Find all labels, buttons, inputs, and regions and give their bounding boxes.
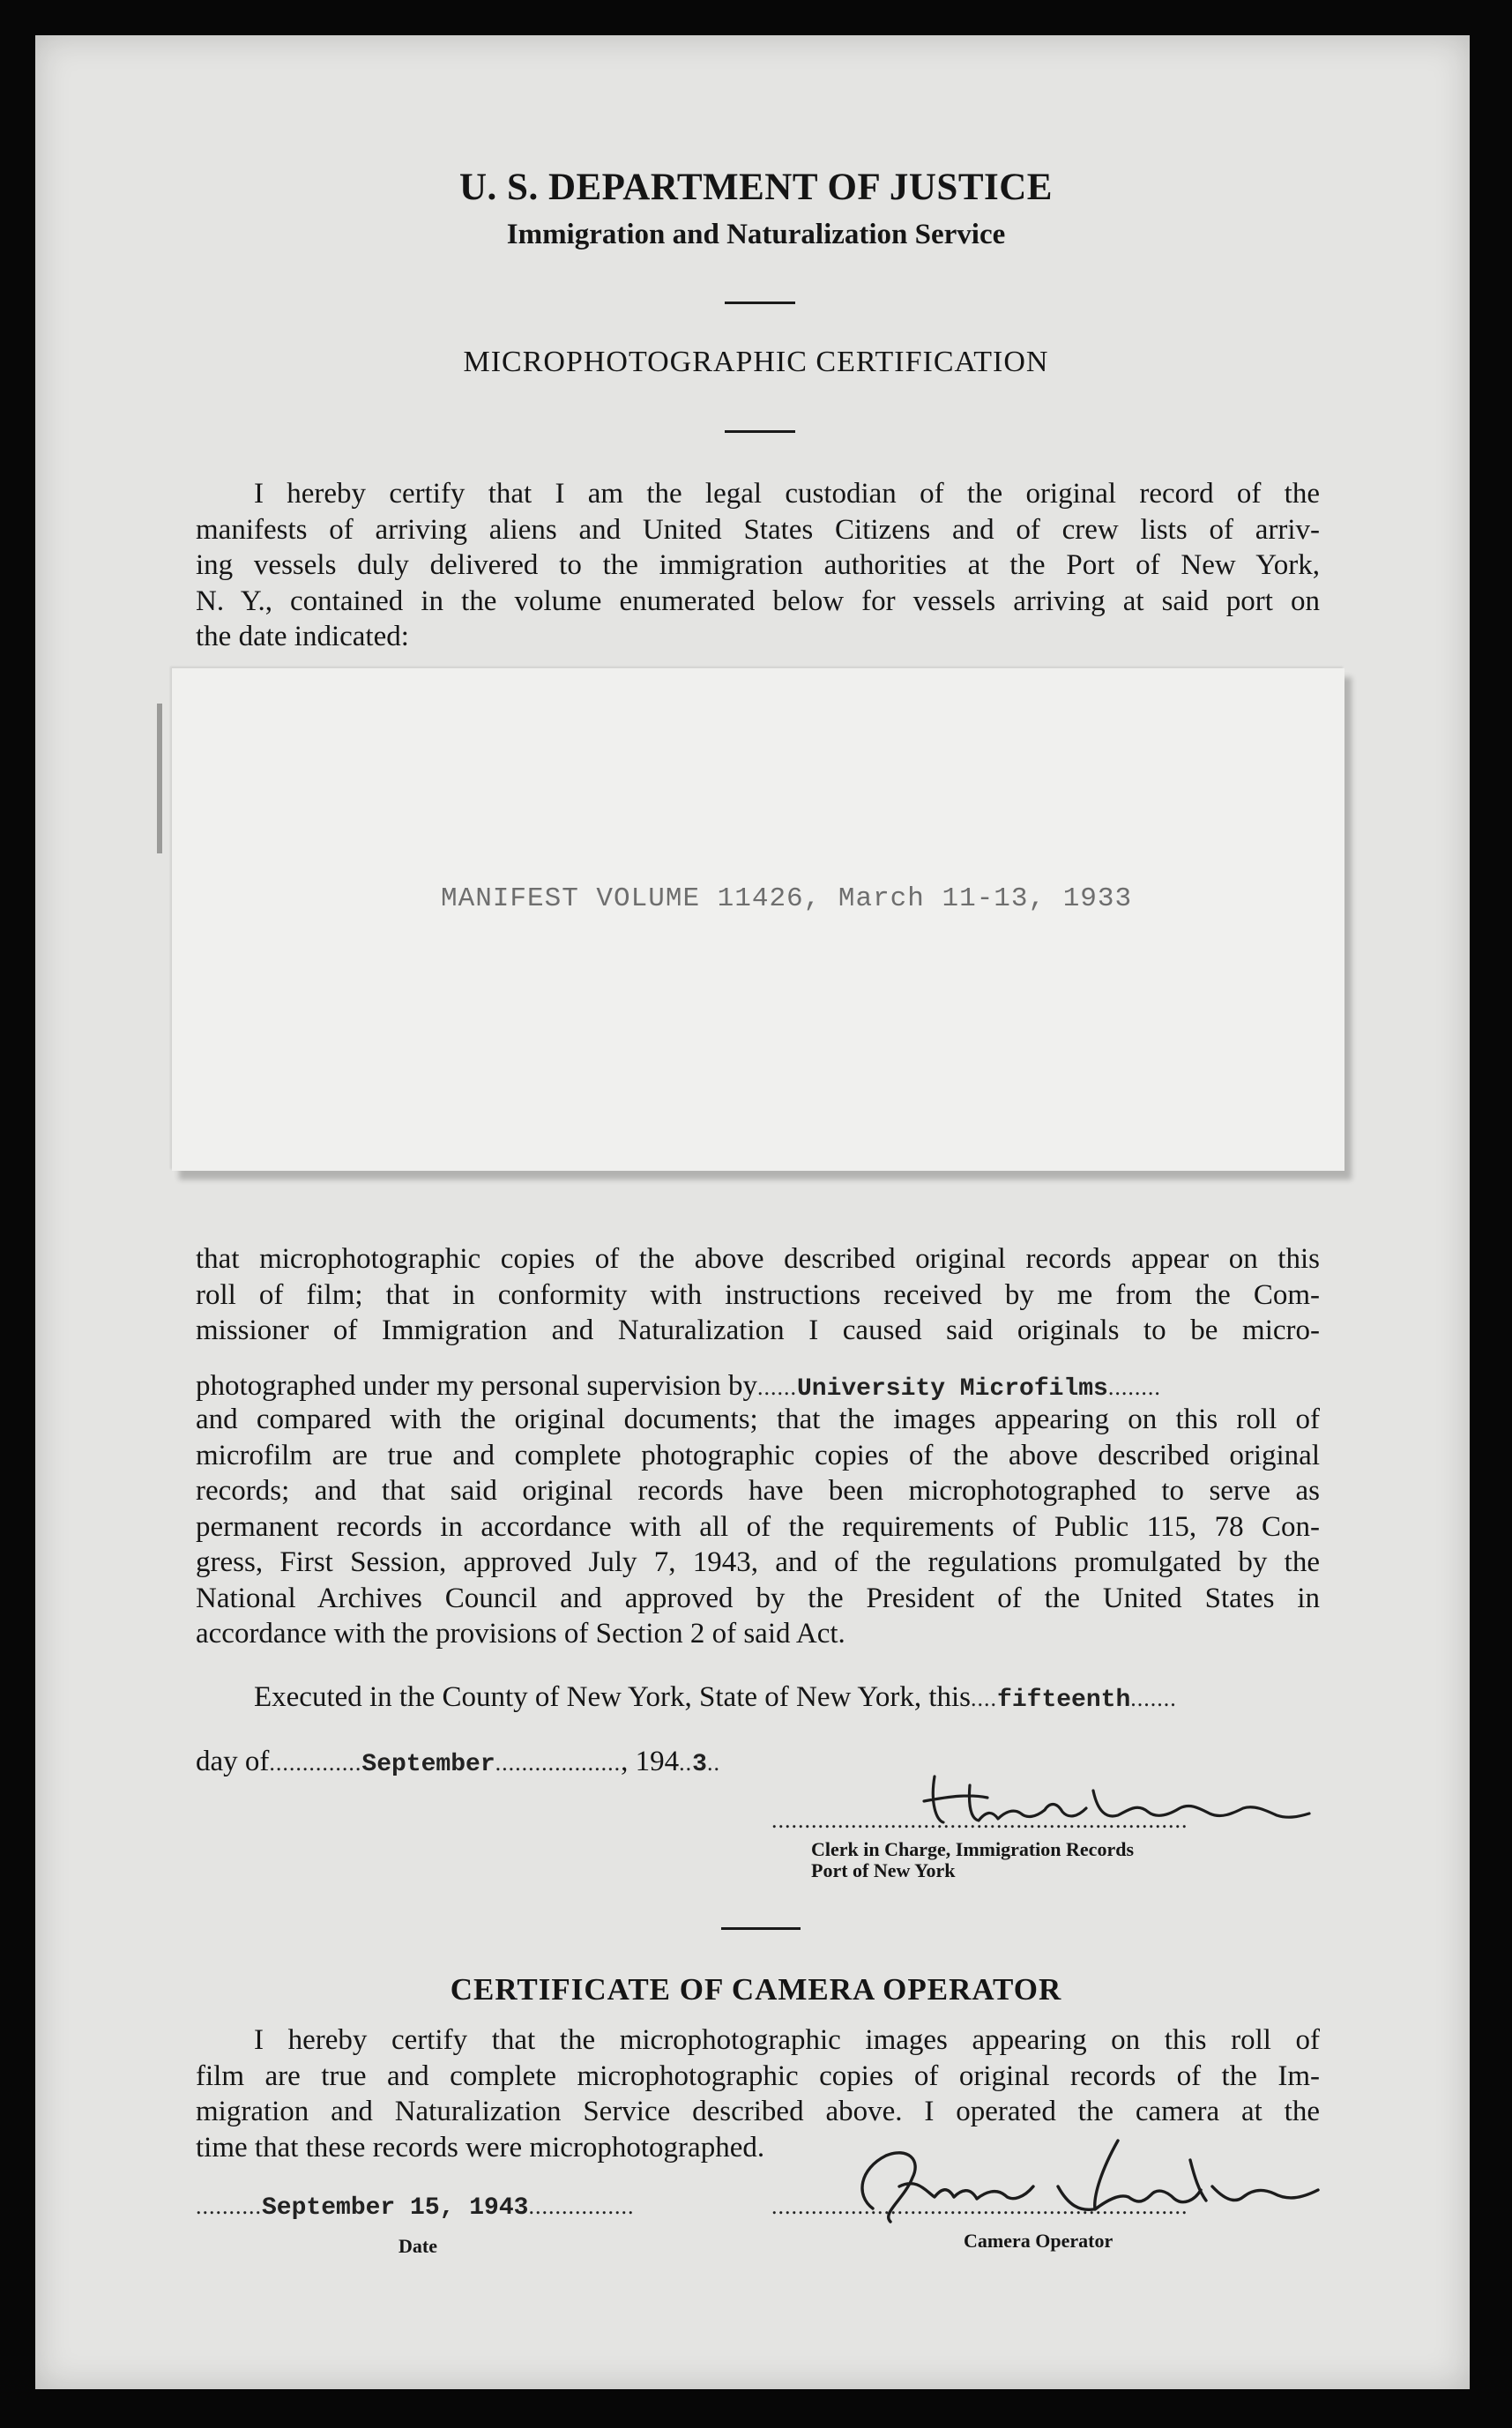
fill-dots: ..	[706, 1750, 720, 1776]
service-subheading: Immigration and Naturalization Service	[506, 219, 1006, 250]
paragraph-line: the date indicated:	[196, 621, 409, 652]
supervision-prefix: photographed under my personal supervision by	[196, 1370, 757, 1402]
paragraph-line: time that these records were microphotographed.	[196, 2131, 765, 2164]
paragraph-line: accordance with the provisions of Section 2 of said Act.	[196, 1618, 845, 1650]
date-label: Date	[398, 2235, 437, 2257]
clerk-title-line: Port of New York	[811, 1859, 956, 1881]
day-of-line	[196, 1744, 720, 1784]
camera-operator-title: CERTIFICATE OF CAMERA OPERATOR	[450, 1972, 1062, 2007]
executed-day-typed: fifteenth	[997, 1687, 1131, 1714]
paragraph-line: roll of film; that in conformity with instructions received by me from the Com-	[196, 1278, 1320, 1311]
paragraph-line: microfilm are true and complete photographic copies of the above described original	[196, 1439, 1320, 1471]
manifest-volume-card	[172, 668, 1344, 1171]
fill-dots: ....	[971, 1686, 998, 1711]
day-of-label: day of	[196, 1746, 270, 1777]
department-heading: U. S. DEPARTMENT OF JUSTICE	[458, 167, 1053, 208]
operator-date-typed: September 15, 1943	[262, 2194, 529, 2222]
paragraph-line: and compared with the original documents; that the images appearing on this roll of	[196, 1404, 1320, 1435]
microfilm-company-typed: University Microfilms	[796, 1375, 1108, 1403]
year-prefix: , 194	[621, 1746, 680, 1777]
paragraph-line: that microphotographic copies of the above described original records appear on this	[196, 1243, 1320, 1275]
paragraph-line: gress, First Session, approved July 7, 1943, and of the regulations promulgated by the	[196, 1546, 1320, 1578]
executed-prefix: Executed in the County of New York, State of New York, this	[254, 1681, 972, 1713]
body-paragraph-continued	[196, 1402, 1320, 1652]
divider-rule	[721, 1927, 801, 1930]
clerk-signature-line: ...............................................................	[771, 1807, 1188, 1833]
certification-title: MICROPHOTOGRAPHIC CERTIFICATION	[463, 346, 1049, 378]
paragraph-line: migration and Naturalization Service described above. I operated the camera at the	[196, 2096, 1320, 2127]
paragraph-line: N. Y., contained in the volume enumerated below for vessels arriving at said port on	[196, 585, 1320, 617]
paragraph-line: National Archives Council and approved by the President of the United States in	[196, 1582, 1320, 1614]
body-paragraph	[196, 1241, 1320, 1349]
paragraph-line: ing vessels duly delivered to the immigration authorities at the Port of New York,	[196, 549, 1320, 581]
paragraph-line: records; and that said original records have been microphotographed to serve as	[196, 1475, 1320, 1507]
fill-dots: ................	[528, 2193, 635, 2219]
executed-year-typed: 3	[692, 1751, 707, 1778]
fill-dots: ......	[756, 1374, 797, 1400]
card-edge-shadow	[157, 704, 162, 853]
fill-dots: .......	[1130, 1686, 1177, 1711]
fill-dots: ........	[1107, 1374, 1161, 1400]
clerk-title	[811, 1839, 1134, 1881]
divider-rule	[725, 430, 795, 433]
paragraph-line: film are true and complete microphotographic copies of original records of the Im-	[196, 2059, 1320, 2092]
paragraph-line: manifests of arriving aliens and United States Citizens and of crew lists of arriv-	[196, 513, 1320, 546]
fill-dots: ..............	[269, 1750, 362, 1776]
fill-dots: ...................	[495, 1750, 622, 1776]
paragraph-line: I hereby certify that I am the legal custodian of the original record of the	[254, 478, 1320, 510]
paragraph-line: permanent records in accordance with all of the requirements of Public 115, 78 Con-	[196, 1510, 1320, 1543]
clerk-title-line: Clerk in Charge, Immigration Records	[811, 1838, 1135, 1860]
fill-dots: ..........	[196, 2193, 262, 2219]
date-field	[196, 2193, 634, 2222]
paragraph-line: missioner of Immigration and Naturalization I caused said originals to be micro-	[196, 1315, 1320, 1346]
camera-operator-signature-line: ...............................................................	[771, 2193, 1188, 2219]
executed-line	[254, 1679, 1177, 1719]
manifest-volume-text: MANIFEST VOLUME 11426, March 11-13, 1933	[441, 883, 1133, 914]
fill-dots: ..	[679, 1750, 693, 1776]
intro-paragraph	[196, 476, 1320, 655]
paragraph-line: I hereby certify that the microphotographic images appearing on this roll of	[254, 2024, 1320, 2056]
executed-month-typed: September	[361, 1751, 495, 1778]
divider-rule	[725, 302, 795, 304]
camera-operator-label: Camera Operator	[964, 2230, 1114, 2252]
